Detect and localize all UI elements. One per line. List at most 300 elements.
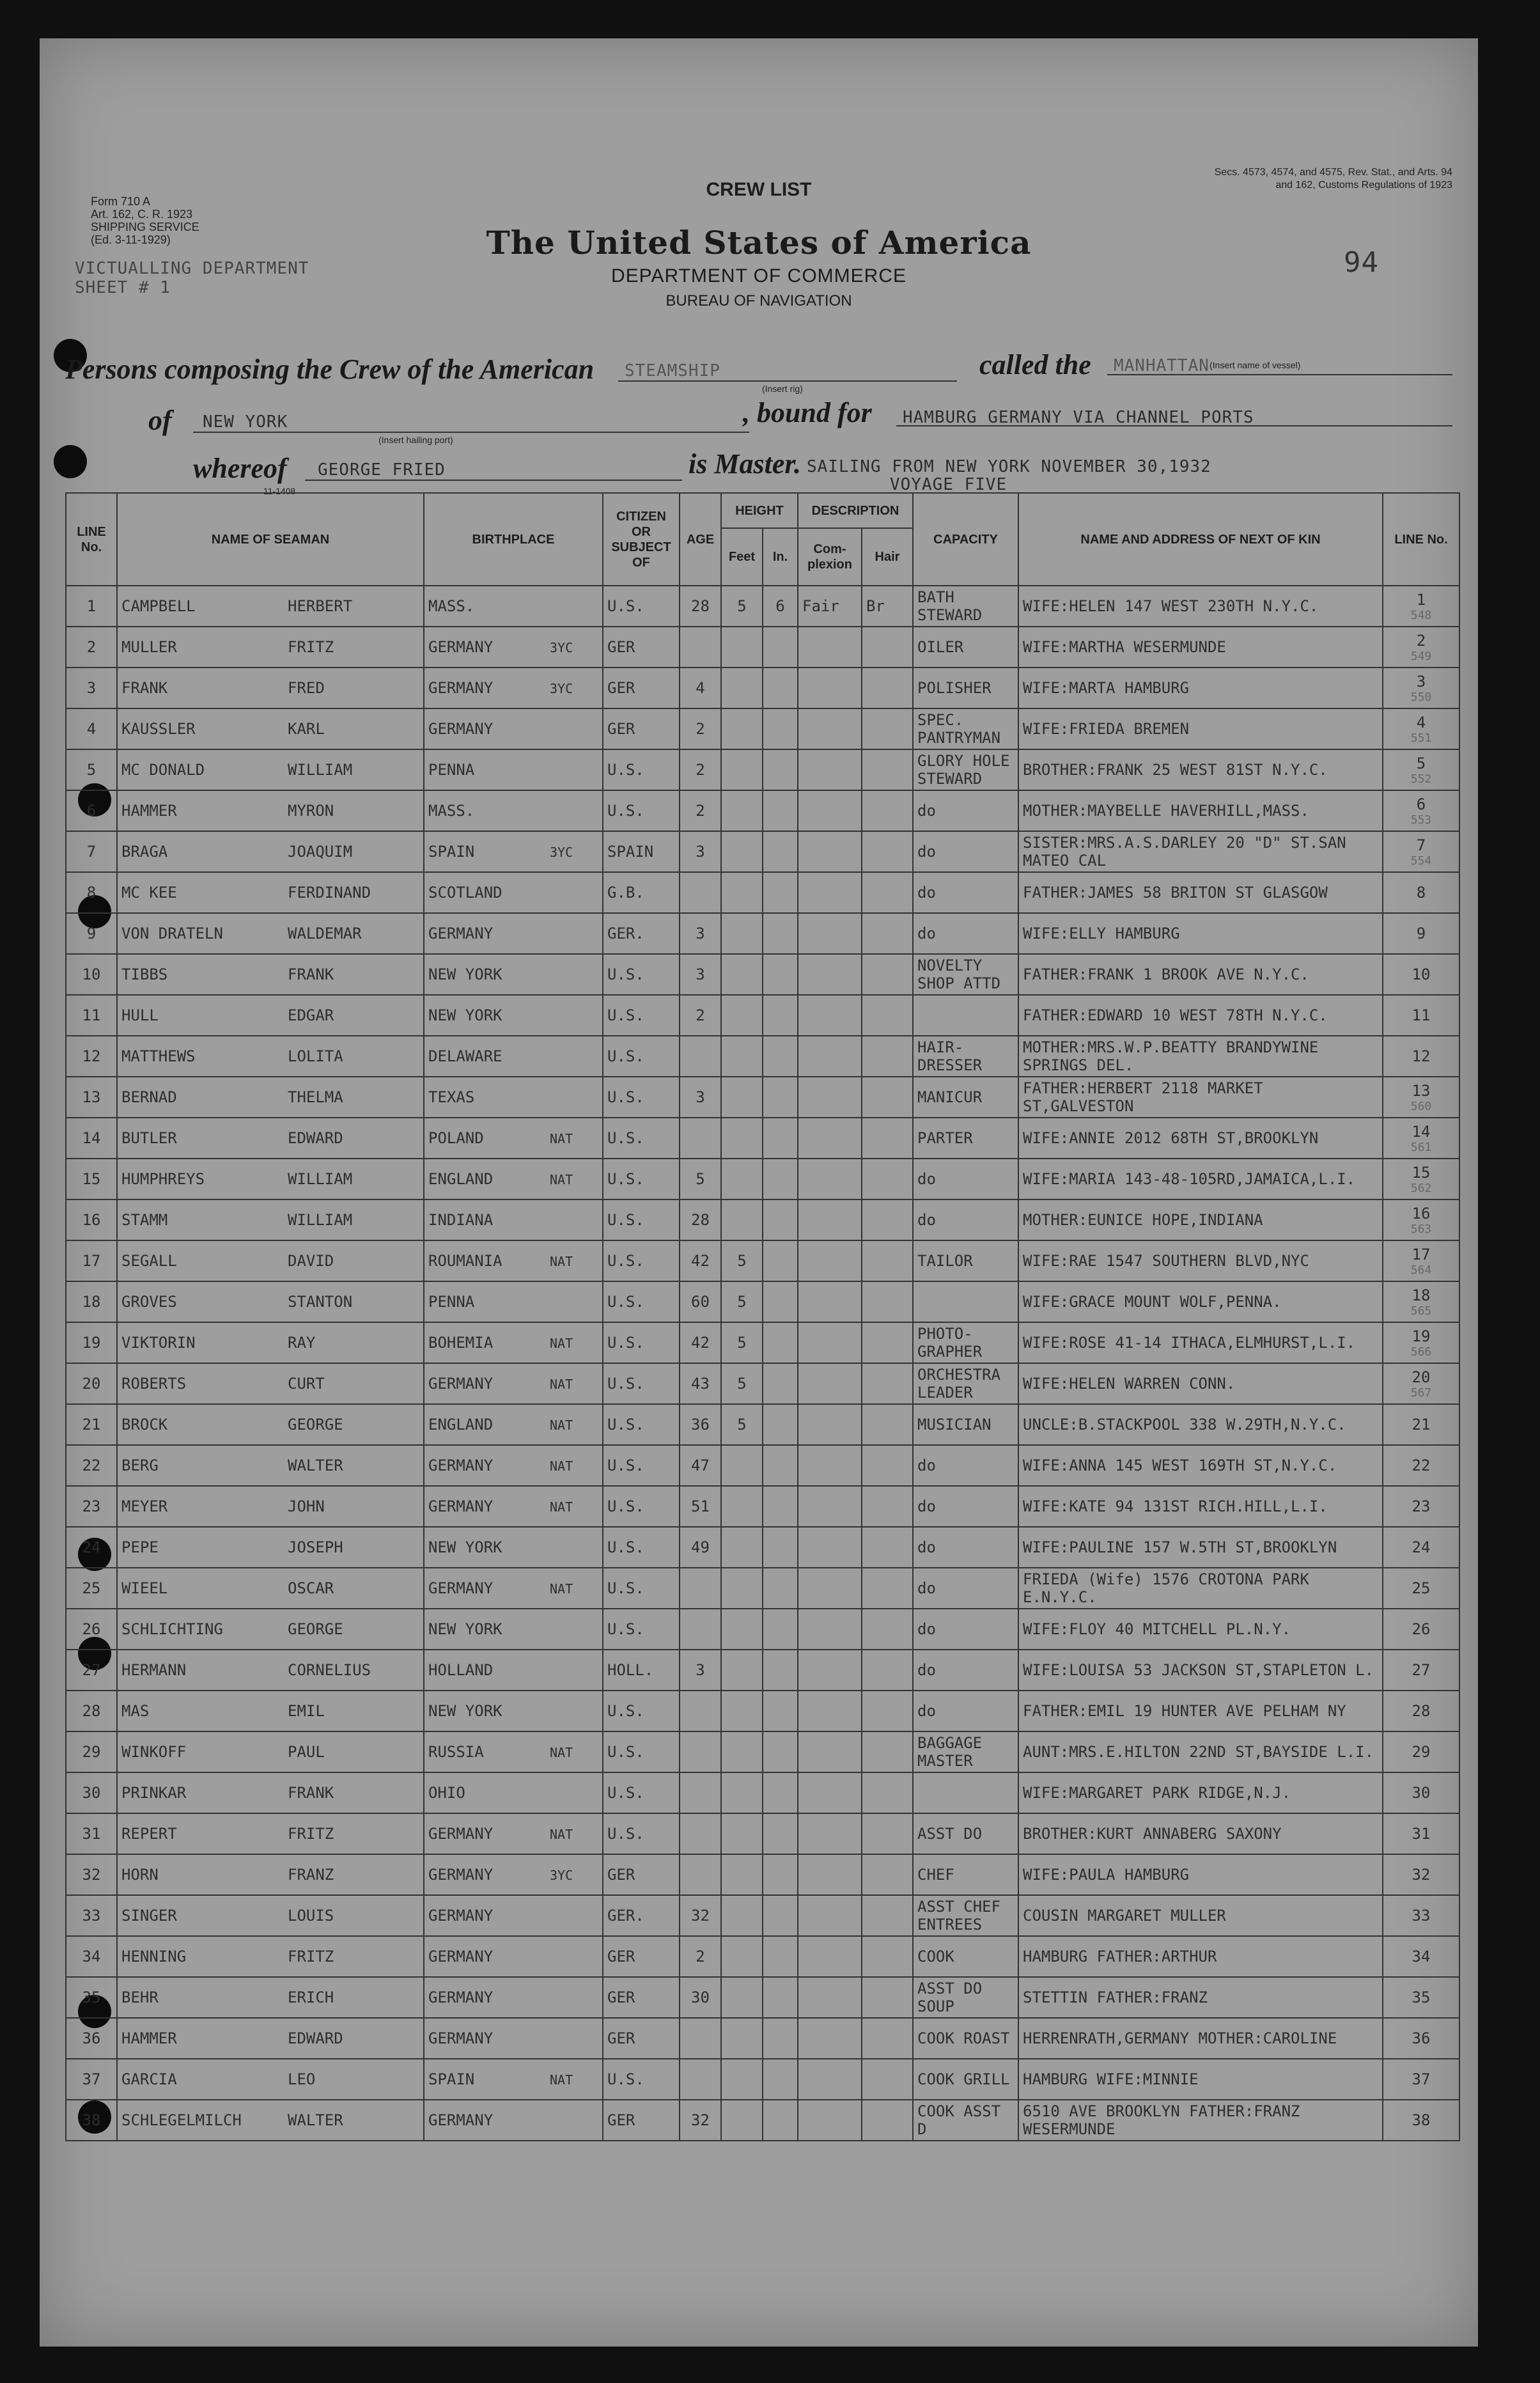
row-line-number: 38	[66, 2100, 117, 2141]
reference-number: 549	[1410, 649, 1432, 663]
table-row	[66, 1486, 1459, 1527]
row-height-feet	[721, 1650, 763, 1691]
line-number-right: 11	[1412, 1006, 1431, 1024]
row-birthplace	[424, 1240, 603, 1281]
row-line-number-right	[1383, 1322, 1459, 1363]
page-number: 94	[1344, 246, 1379, 279]
row-line-number: 6	[66, 790, 117, 831]
row-capacity: ASST CHEF ENTREES	[913, 1895, 1018, 1936]
table-row	[66, 1322, 1459, 1363]
seaman-surname: TIBBS	[121, 965, 168, 983]
row-complexion	[798, 913, 862, 954]
line-number-right: 35	[1412, 1988, 1431, 2006]
called-label: called the	[979, 349, 1091, 380]
row-height-inches	[763, 627, 798, 668]
row-age: 5	[680, 1159, 721, 1199]
row-height-inches	[763, 913, 798, 954]
seaman-surname: HENNING	[121, 1948, 187, 1965]
line-number-right: 4	[1416, 713, 1426, 731]
row-citizen: U.S.	[603, 995, 680, 1036]
row-citizen: GER	[603, 2100, 680, 2141]
row-age	[680, 1691, 721, 1731]
line-number-right: 20	[1412, 1368, 1431, 1386]
birthplace-text: NEW YORK	[428, 1620, 502, 1638]
row-line-number: 35	[66, 1977, 117, 2018]
table-row	[66, 1281, 1459, 1322]
row-citizen: U.S.	[603, 1322, 680, 1363]
line-number-right: 30	[1412, 1784, 1431, 1802]
seaman-given-name: GEORGE	[288, 1416, 343, 1434]
row-next-of-kin: FATHER:HERBERT 2118 MARKET ST,GALVESTON	[1018, 1077, 1383, 1118]
row-height-feet	[721, 1036, 763, 1077]
row-height-inches	[763, 1118, 798, 1159]
seaman-surname: HUMPHREYS	[121, 1170, 205, 1188]
row-age: 3	[680, 954, 721, 995]
row-height-feet	[721, 872, 763, 913]
row-height-inches	[763, 1036, 798, 1077]
row-citizen: U.S.	[603, 1240, 680, 1281]
row-height-inches	[763, 1077, 798, 1118]
citizenship-note: NAT	[550, 1418, 573, 1433]
reference-number: 561	[1410, 1140, 1432, 1154]
header-inches: In.	[763, 528, 798, 586]
seaman-surname: BROCK	[121, 1416, 168, 1434]
row-hair	[862, 1322, 913, 1363]
birthplace-text: HOLLAND	[428, 1661, 494, 1679]
row-line-number: 10	[66, 954, 117, 995]
row-line-number-right	[1383, 1036, 1459, 1077]
citizenship-note: 3YC	[550, 845, 573, 860]
row-line-number: 14	[66, 1118, 117, 1159]
row-complexion	[798, 1609, 862, 1650]
row-seaman-name	[117, 1609, 424, 1650]
line-number-right: 34	[1412, 1948, 1431, 1965]
birthplace-text: GERMANY	[428, 720, 494, 738]
row-next-of-kin: AUNT:MRS.E.HILTON 22ND ST,BAYSIDE L.I.	[1018, 1731, 1383, 1772]
row-hair	[862, 1486, 913, 1527]
row-seaman-name	[117, 1036, 424, 1077]
department-title: DEPARTMENT OF COMMERCE	[611, 265, 907, 286]
header-birthplace: BIRTHPLACE	[424, 493, 603, 586]
row-line-number-right	[1383, 1159, 1459, 1199]
row-line-number-right	[1383, 708, 1459, 749]
row-height-feet	[721, 1854, 763, 1895]
row-citizen: U.S.	[603, 1691, 680, 1731]
row-capacity: do	[913, 1486, 1018, 1527]
row-hair	[862, 708, 913, 749]
seaman-given-name: THELMA	[288, 1088, 343, 1106]
seaman-surname: STAMM	[121, 1211, 168, 1229]
seaman-surname: SCHLEGELMILCH	[121, 2111, 242, 2129]
form-article: Art. 162, C. R. 1923	[91, 208, 193, 221]
table-row	[66, 1895, 1459, 1936]
row-age: 2	[680, 749, 721, 790]
row-next-of-kin: FATHER:EMIL 19 HUNTER AVE PELHAM NY	[1018, 1691, 1383, 1731]
seaman-given-name: FRED	[288, 679, 325, 697]
row-line-number-right	[1383, 1609, 1459, 1650]
row-capacity	[913, 995, 1018, 1036]
row-capacity	[913, 1772, 1018, 1813]
row-capacity: POLISHER	[913, 668, 1018, 708]
seaman-surname: MATTHEWS	[121, 1047, 196, 1065]
birthplace-text: SPAIN	[428, 843, 475, 861]
row-citizen: U.S.	[603, 1281, 680, 1322]
birthplace-text: MASS.	[428, 802, 475, 820]
birthplace-text: SCOTLAND	[428, 884, 502, 902]
row-complexion	[798, 2100, 862, 2141]
citizenship-note: NAT	[550, 2072, 573, 2088]
seaman-surname: VON DRATELN	[121, 925, 223, 942]
row-height-inches	[763, 1568, 798, 1609]
row-height-feet	[721, 1813, 763, 1854]
row-age: 2	[680, 708, 721, 749]
reference-number: 552	[1410, 772, 1432, 786]
seaman-given-name: CURT	[288, 1375, 325, 1393]
birthplace-text: OHIO	[428, 1784, 465, 1802]
row-birthplace	[424, 2059, 603, 2100]
rig-value: STEAMSHIP	[625, 361, 720, 380]
row-line-number: 27	[66, 1650, 117, 1691]
row-citizen: GER	[603, 1854, 680, 1895]
row-capacity: do	[913, 1609, 1018, 1650]
seaman-surname: FRANK	[121, 679, 168, 697]
row-complexion	[798, 1691, 862, 1731]
row-complexion	[798, 872, 862, 913]
row-age: 28	[680, 1199, 721, 1240]
citizenship-note: NAT	[550, 1172, 573, 1187]
row-next-of-kin: WIFE:MARGARET PARK RIDGE,N.J.	[1018, 1772, 1383, 1813]
row-line-number: 33	[66, 1895, 117, 1936]
voyage-note: VOYAGE FIVE	[890, 475, 1007, 494]
table-row	[66, 1240, 1459, 1281]
line-number-right: 12	[1412, 1047, 1431, 1065]
row-seaman-name	[117, 1240, 424, 1281]
seaman-given-name: HERBERT	[288, 597, 353, 615]
reference-number: 563	[1410, 1222, 1432, 1236]
row-age: 3	[680, 1077, 721, 1118]
row-birthplace	[424, 1445, 603, 1486]
seaman-surname: HAMMER	[121, 2029, 177, 2047]
reference-number: 565	[1410, 1304, 1432, 1318]
birthplace-text: GERMANY	[428, 638, 494, 656]
table-row	[66, 1772, 1459, 1813]
row-complexion	[798, 1322, 862, 1363]
seaman-given-name: MYRON	[288, 802, 334, 820]
row-next-of-kin: WIFE:FRIEDA BREMEN	[1018, 708, 1383, 749]
row-complexion	[798, 1404, 862, 1445]
row-line-number-right	[1383, 586, 1459, 627]
seaman-given-name: FRITZ	[288, 1825, 334, 1843]
line-number-right: 9	[1416, 925, 1426, 942]
table-row	[66, 708, 1459, 749]
birthplace-text: MASS.	[428, 597, 475, 615]
row-hair	[862, 1445, 913, 1486]
row-age: 2	[680, 1936, 721, 1977]
line-number-right: 2	[1416, 631, 1426, 650]
row-line-number: 23	[66, 1486, 117, 1527]
row-line-number: 8	[66, 872, 117, 913]
row-complexion	[798, 627, 862, 668]
row-citizen: U.S.	[603, 1077, 680, 1118]
row-line-number: 26	[66, 1609, 117, 1650]
row-height-inches	[763, 995, 798, 1036]
seaman-given-name: CORNELIUS	[288, 1661, 371, 1679]
row-citizen: U.S.	[603, 954, 680, 995]
form-service: SHIPPING SERVICE	[91, 221, 199, 233]
seaman-given-name: LOUIS	[288, 1907, 334, 1925]
row-seaman-name	[117, 2100, 424, 2141]
row-seaman-name	[117, 1363, 424, 1404]
row-line-number-right	[1383, 1199, 1459, 1240]
seaman-surname: HULL	[121, 1006, 159, 1024]
row-capacity: NOVELTY SHOP ATTD	[913, 954, 1018, 995]
citizenship-note: 3YC	[550, 1868, 573, 1883]
table-row	[66, 872, 1459, 913]
seaman-surname: CAMPBELL	[121, 597, 196, 615]
row-height-feet	[721, 954, 763, 995]
reference-number: 554	[1410, 854, 1432, 868]
row-hair	[862, 627, 913, 668]
row-seaman-name	[117, 1486, 424, 1527]
birthplace-text: POLAND	[428, 1129, 484, 1147]
seaman-given-name: WILLIAM	[288, 761, 353, 779]
line-number-right: 16	[1412, 1204, 1431, 1223]
row-complexion	[798, 1731, 862, 1772]
table-row	[66, 627, 1459, 668]
crew-table-header	[66, 493, 1459, 586]
table-row	[66, 586, 1459, 627]
row-hair	[862, 1895, 913, 1936]
row-citizen: GER	[603, 708, 680, 749]
row-seaman-name	[117, 1322, 424, 1363]
table-row	[66, 1199, 1459, 1240]
crew-list-sheet	[40, 38, 1478, 2347]
table-row	[66, 749, 1459, 790]
row-line-number: 22	[66, 1445, 117, 1486]
row-next-of-kin: WIFE:FLOY 40 MITCHELL PL.N.Y.	[1018, 1609, 1383, 1650]
row-complexion	[798, 1650, 862, 1691]
birthplace-text: GERMANY	[428, 1907, 494, 1925]
row-line-number: 19	[66, 1322, 117, 1363]
row-age	[680, 1036, 721, 1077]
birthplace-text: INDIANA	[428, 1211, 494, 1229]
row-height-inches	[763, 1445, 798, 1486]
row-height-inches	[763, 1977, 798, 2018]
row-line-number-right	[1383, 954, 1459, 995]
seaman-surname: GROVES	[121, 1293, 177, 1311]
row-seaman-name	[117, 1691, 424, 1731]
row-birthplace	[424, 1077, 603, 1118]
row-next-of-kin: SISTER:MRS.A.S.DARLEY 20 "D" ST.SAN MATEO CAL	[1018, 831, 1383, 872]
table-row	[66, 1691, 1459, 1731]
line-number-right: 28	[1412, 1702, 1431, 1720]
birthplace-text: GERMANY	[428, 1579, 494, 1597]
birthplace-text: BOHEMIA	[428, 1334, 494, 1352]
row-hair	[862, 1118, 913, 1159]
row-seaman-name	[117, 790, 424, 831]
table-row	[66, 1118, 1459, 1159]
row-complexion	[798, 1281, 862, 1322]
port-line	[193, 432, 749, 433]
row-line-number-right	[1383, 1445, 1459, 1486]
row-height-inches	[763, 1240, 798, 1281]
row-height-feet: 5	[721, 1404, 763, 1445]
row-line-number-right	[1383, 1936, 1459, 1977]
birthplace-text: NEW YORK	[428, 1006, 502, 1024]
row-height-feet	[721, 1527, 763, 1568]
row-height-feet	[721, 913, 763, 954]
seaman-surname: SCHLICHTING	[121, 1620, 223, 1638]
birthplace-text: NEW YORK	[428, 965, 502, 983]
row-height-inches	[763, 1404, 798, 1445]
seaman-surname: BERG	[121, 1457, 159, 1474]
row-age	[680, 1854, 721, 1895]
row-birthplace	[424, 1568, 603, 1609]
table-row	[66, 2059, 1459, 2100]
row-height-inches	[763, 1854, 798, 1895]
table-row	[66, 790, 1459, 831]
row-hair	[862, 1691, 913, 1731]
row-age	[680, 1731, 721, 1772]
master-label: is Master.	[688, 448, 802, 480]
row-age: 3	[680, 1650, 721, 1691]
seaman-surname: MULLER	[121, 638, 177, 656]
seaman-surname: BUTLER	[121, 1129, 177, 1147]
row-birthplace	[424, 1486, 603, 1527]
row-height-inches	[763, 790, 798, 831]
row-height-feet	[721, 995, 763, 1036]
row-line-number: 3	[66, 668, 117, 708]
seaman-surname: MAS	[121, 1702, 150, 1720]
form-sections: Secs. 4573, 4574, and 4575, Rev. Stat., and Arts. 94 and 162, Customs Regulations of 1923	[1214, 167, 1452, 191]
seaman-surname: PRINKAR	[121, 1784, 187, 1802]
line-number-right: 22	[1412, 1457, 1431, 1474]
row-height-inches	[763, 1486, 798, 1527]
row-capacity: GLORY HOLE STEWARD	[913, 749, 1018, 790]
master-line	[305, 480, 682, 481]
seaman-given-name: EDWARD	[288, 2029, 343, 2047]
row-citizen: U.S.	[603, 1609, 680, 1650]
row-age: 32	[680, 1895, 721, 1936]
citizenship-note: NAT	[550, 1458, 573, 1474]
line-number-right: 5	[1416, 754, 1426, 772]
row-seaman-name	[117, 1650, 424, 1691]
row-complexion	[798, 790, 862, 831]
row-line-number-right	[1383, 1240, 1459, 1281]
birthplace-text: NEW YORK	[428, 1702, 502, 1720]
row-hair	[862, 1036, 913, 1077]
row-next-of-kin: WIFE:KATE 94 131ST RICH.HILL,L.I.	[1018, 1486, 1383, 1527]
row-birthplace	[424, 1813, 603, 1854]
row-complexion	[798, 1159, 862, 1199]
form-code: 11-1408	[263, 486, 296, 496]
row-citizen: U.S.	[603, 1036, 680, 1077]
row-height-feet	[721, 1118, 763, 1159]
row-complexion	[798, 1118, 862, 1159]
row-birthplace	[424, 1772, 603, 1813]
row-next-of-kin: BROTHER:KURT ANNABERG SAXONY	[1018, 1813, 1383, 1854]
row-birthplace	[424, 954, 603, 995]
department-note	[75, 259, 309, 297]
citizenship-note: NAT	[550, 1827, 573, 1842]
row-complexion	[798, 1036, 862, 1077]
seaman-given-name: EMIL	[288, 1702, 325, 1720]
table-row	[66, 1977, 1459, 2018]
row-birthplace	[424, 1404, 603, 1445]
row-line-number-right	[1383, 2018, 1459, 2059]
row-birthplace	[424, 1118, 603, 1159]
row-line-number: 37	[66, 2059, 117, 2100]
seaman-given-name: FRITZ	[288, 638, 334, 656]
birthplace-text: PENNA	[428, 761, 475, 779]
seaman-surname: HORN	[121, 1866, 159, 1884]
row-complexion	[798, 1077, 862, 1118]
row-line-number: 17	[66, 1240, 117, 1281]
row-capacity: BATH STEWARD	[913, 586, 1018, 627]
row-complexion	[798, 2018, 862, 2059]
row-capacity: COOK ASST D	[913, 2100, 1018, 2141]
seaman-given-name: LOLITA	[288, 1047, 343, 1065]
line-number-right: 15	[1412, 1163, 1431, 1182]
row-line-number-right	[1383, 1895, 1459, 1936]
seaman-surname: BRAGA	[121, 843, 168, 861]
row-next-of-kin: WIFE:RAE 1547 SOUTHERN BLVD,NYC	[1018, 1240, 1383, 1281]
header-capacity: CAPACITY	[913, 493, 1018, 586]
row-age: 32	[680, 2100, 721, 2141]
row-birthplace	[424, 1527, 603, 1568]
table-row	[66, 1650, 1459, 1691]
row-birthplace	[424, 708, 603, 749]
row-hair	[862, 872, 913, 913]
table-row	[66, 1936, 1459, 1977]
table-row	[66, 1159, 1459, 1199]
seaman-given-name: WILLIAM	[288, 1170, 353, 1188]
row-seaman-name	[117, 1404, 424, 1445]
row-line-number-right	[1383, 872, 1459, 913]
seaman-given-name: KARL	[288, 720, 325, 738]
row-birthplace	[424, 995, 603, 1036]
row-line-number-right	[1383, 1363, 1459, 1404]
row-age	[680, 627, 721, 668]
reference-number: 567	[1410, 1386, 1432, 1400]
row-birthplace	[424, 586, 603, 627]
row-capacity: CHEF	[913, 1854, 1018, 1895]
row-hair	[862, 1281, 913, 1322]
row-hair	[862, 1077, 913, 1118]
row-line-number-right	[1383, 1650, 1459, 1691]
seaman-given-name: RAY	[288, 1334, 316, 1352]
table-row	[66, 1854, 1459, 1895]
row-hair	[862, 954, 913, 995]
line-number-right: 38	[1412, 2111, 1431, 2129]
row-seaman-name	[117, 831, 424, 872]
row-capacity: do	[913, 1691, 1018, 1731]
row-next-of-kin: FATHER:FRANK 1 BROOK AVE N.Y.C.	[1018, 954, 1383, 995]
row-hair	[862, 1404, 913, 1445]
line-number-right: 3	[1416, 672, 1426, 691]
birthplace-text: TEXAS	[428, 1088, 475, 1106]
row-height-inches	[763, 2059, 798, 2100]
row-complexion	[798, 1240, 862, 1281]
row-seaman-name	[117, 1159, 424, 1199]
table-row	[66, 1036, 1459, 1077]
birthplace-text: GERMANY	[428, 1948, 494, 1965]
row-age: 51	[680, 1486, 721, 1527]
row-height-inches	[763, 1527, 798, 1568]
row-height-feet	[721, 1445, 763, 1486]
row-citizen: U.S.	[603, 1159, 680, 1199]
row-next-of-kin: BROTHER:FRANK 25 WEST 81ST N.Y.C.	[1018, 749, 1383, 790]
